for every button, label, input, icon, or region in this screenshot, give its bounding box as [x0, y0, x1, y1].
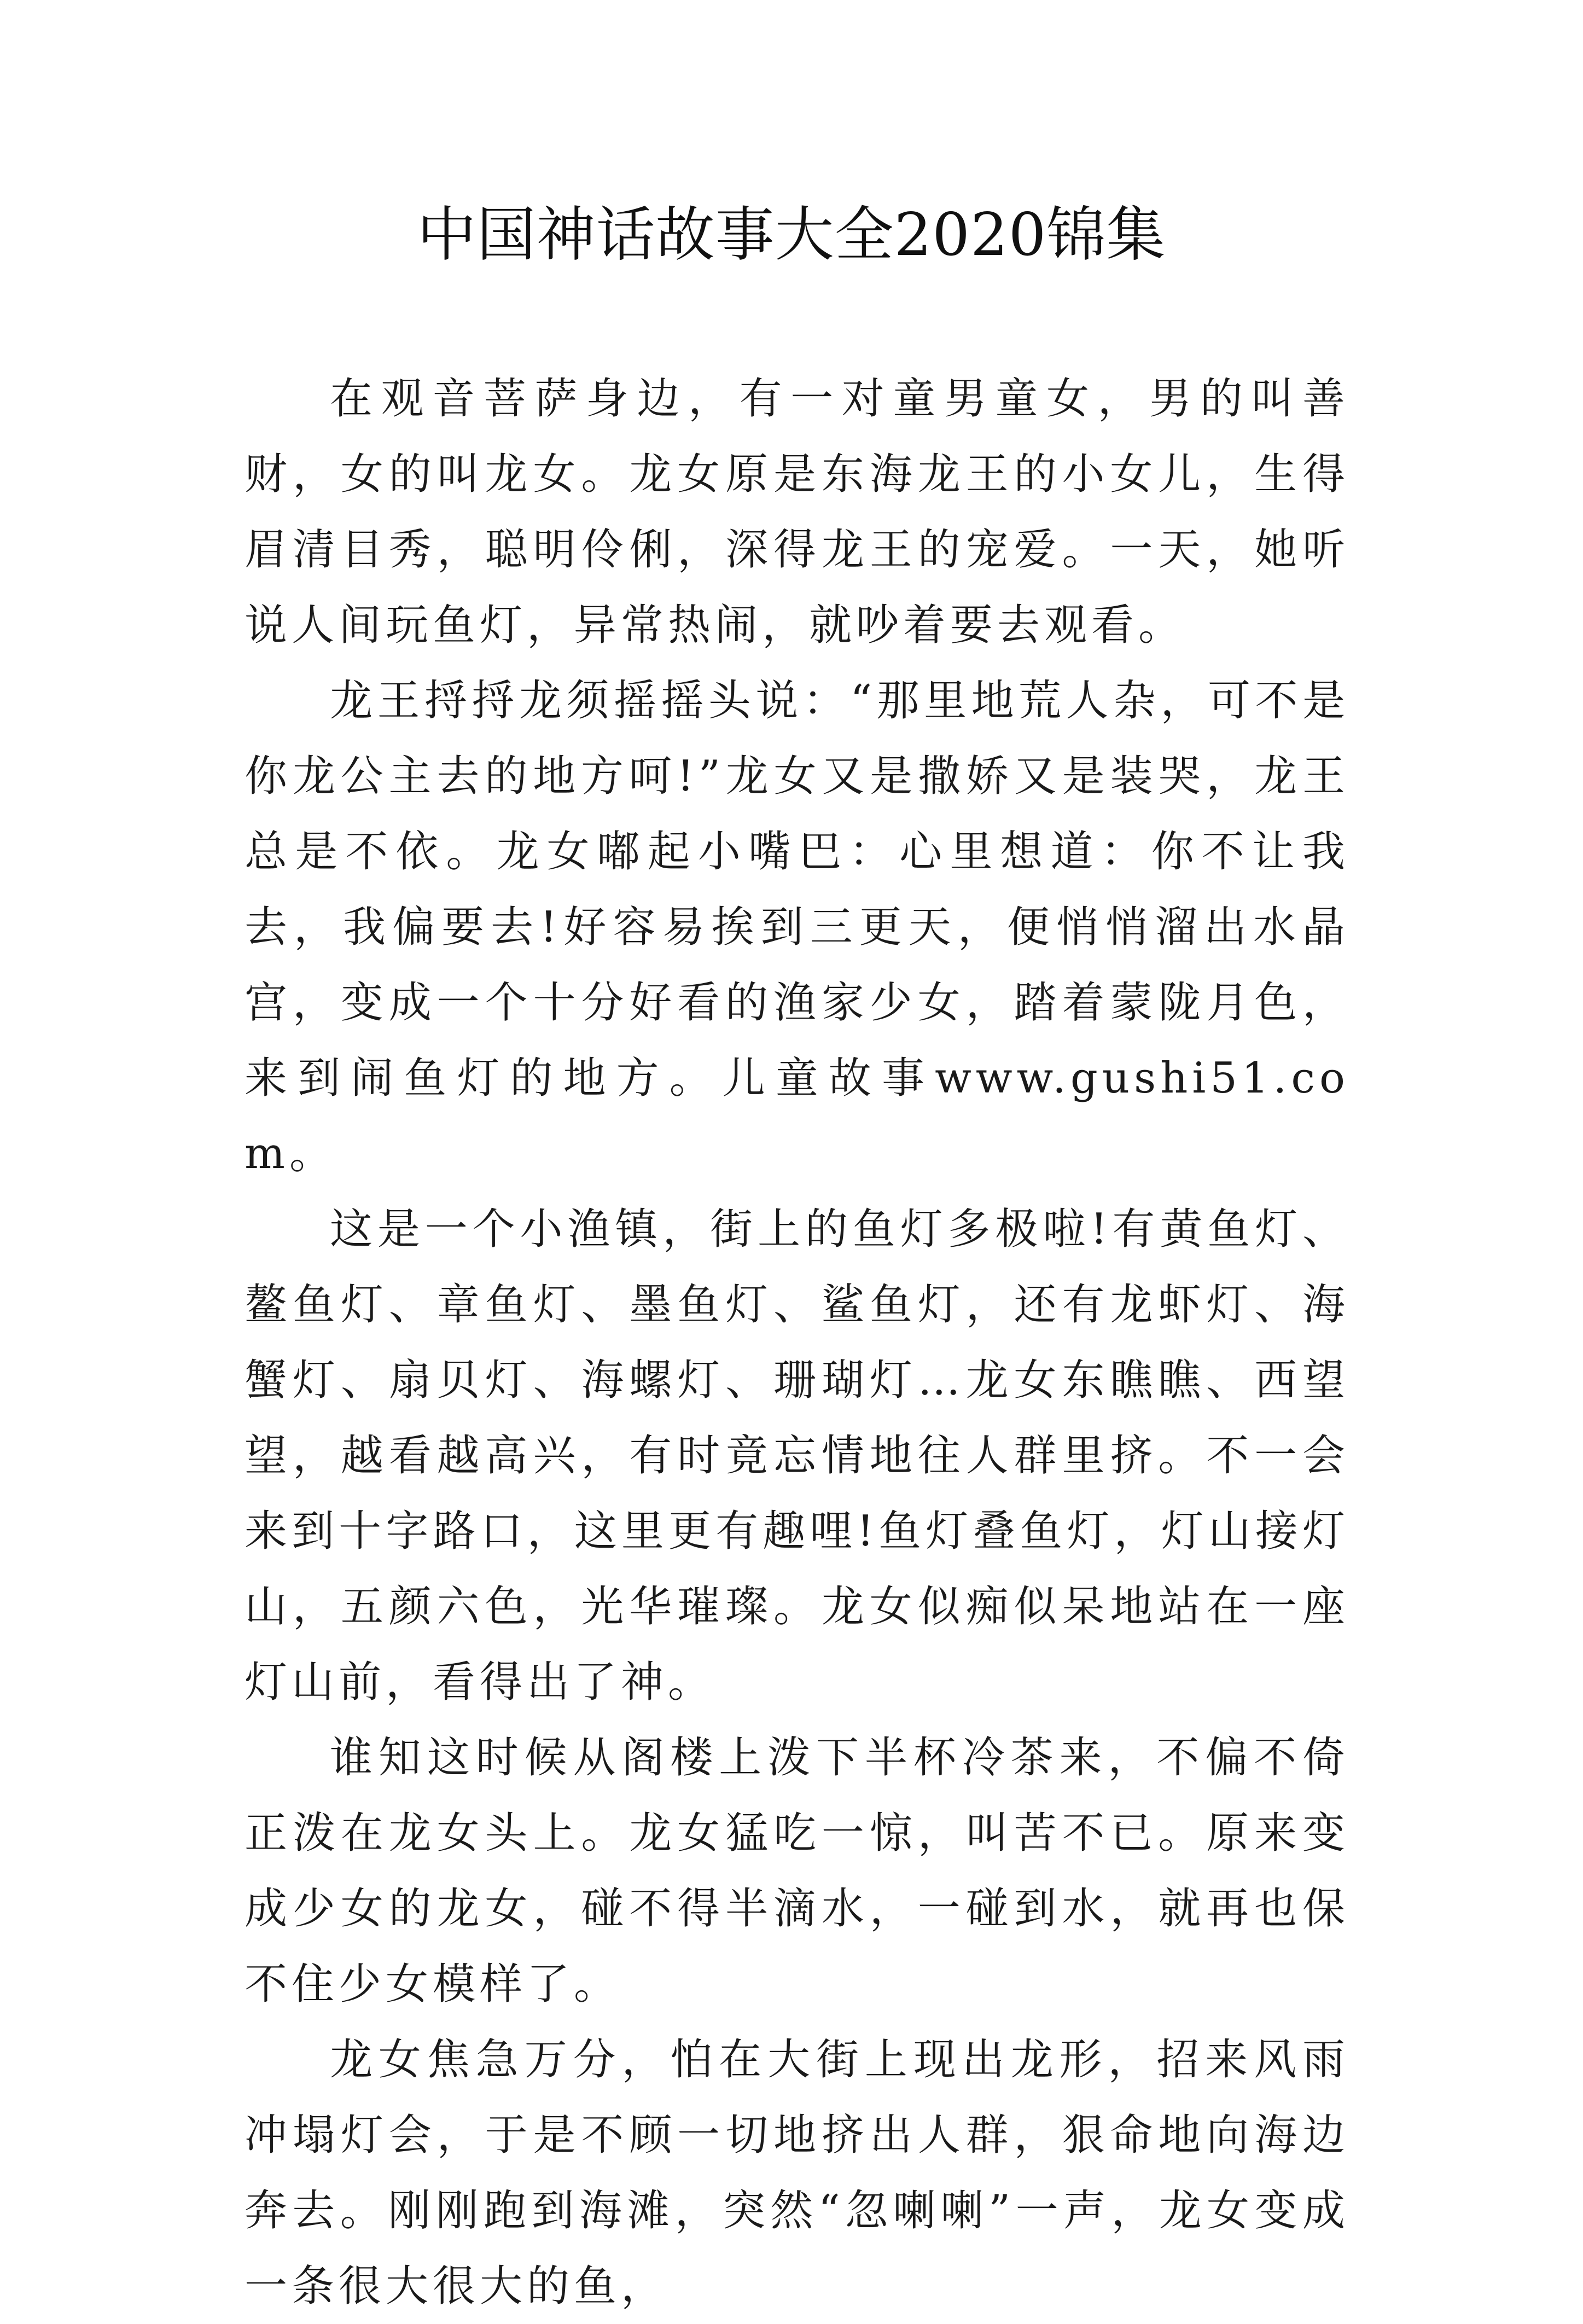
paragraph-4: 谁知这时候从阁楼上泼下半杯冷茶来，不偏不倚正泼在龙女头上。龙女猛吃一惊，叫苦不已。原来变成少女的龙女，碰不得半滴水，一碰到水，就再也保不住少女模样了。 — [245, 1733, 1349, 2009]
paragraph-2: 龙王捋捋龙须摇摇头说：“那里地荒人杂，可不是你龙公主去的地方呵!”龙女又是撒娇又是装哭，龙王总是不依。龙女嘟起小嘴巴：心里想道：你不让我去，我偏要去!好容易挨到三更天，便悄悄溜出水晶宫，变成一个十分好看的渔家少女，踏着蒙陇月色，来到闹鱼灯的地方。儿童故事www.gushi51.com。 — [245, 676, 1349, 1178]
page-title: 中国神话故事大全2020锦集 — [417, 201, 1166, 269]
paragraph-1: 在观音菩萨身边，有一对童男童女，男的叫善财，女的叫龙女。龙女原是东海龙王的小女儿，生得眉清目秀，聪明伶俐，深得龙王的宠爱。一天，她听说人间玩鱼灯，异常热闹，就吵着要去观看。 — [245, 374, 1349, 650]
paragraph-5: 龙女焦急万分，怕在大街上现出龙形，招来风雨冲塌灯会，于是不顾一切地挤出人群，狠命地向海边奔去。刚刚跑到海滩，突然“忽喇喇”一声，龙女变成一条很大很大的鱼， — [245, 2035, 1349, 2311]
paragraph-3: 这是一个小渔镇，街上的鱼灯多极啦!有黄鱼灯、鳌鱼灯、章鱼灯、墨鱼灯、鲨鱼灯，还有龙虾灯、海蟹灯、扇贝灯、海螺灯、珊瑚灯…龙女东瞧瞧、西望望，越看越高兴，有时竟忘情地往人群里挤。不一会来到十字路口，这里更有趣哩!鱼灯叠鱼灯，灯山接灯山，五颜六色，光华璀璨。龙女似痴似呆地站在一座灯山前，看得出了神。 — [245, 1205, 1349, 1707]
document-body — [245, 361, 1349, 2324]
